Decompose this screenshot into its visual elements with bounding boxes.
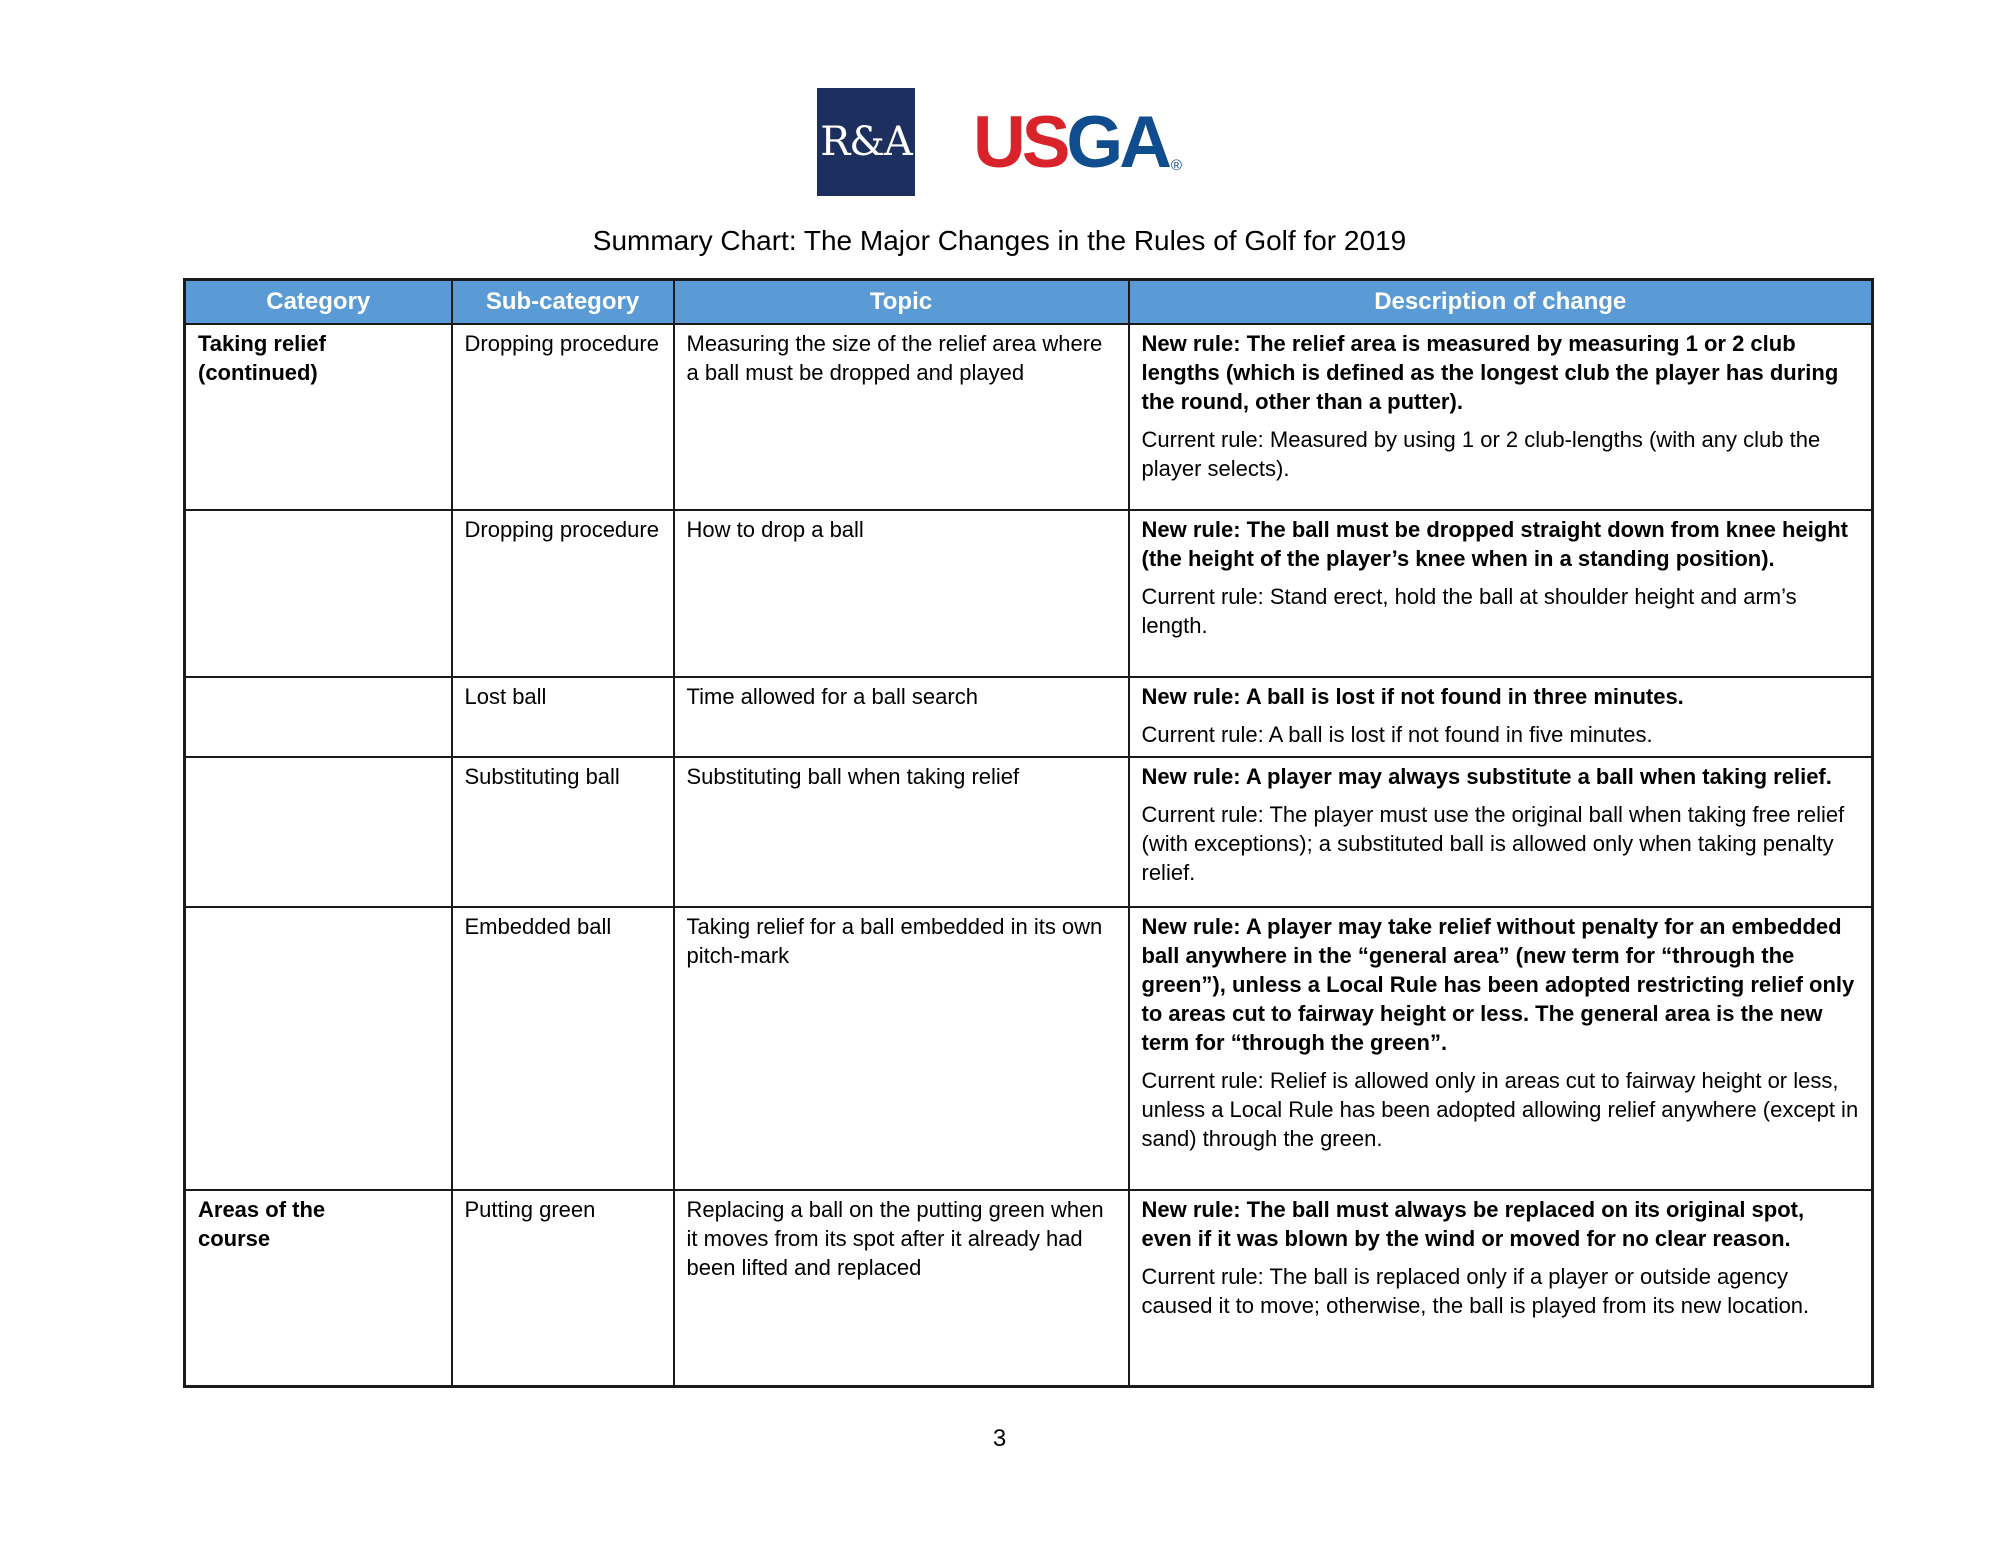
subcategory-cell: Substituting ball: [452, 757, 674, 907]
ra-logo-text: R&A: [820, 119, 912, 165]
usga-logo: [973, 101, 1182, 183]
table-row: [185, 907, 1873, 1190]
current-rule-text: Current rule: A ball is lost if not found in five minutes.: [1141, 721, 1653, 747]
description-cell: [1129, 677, 1873, 757]
new-rule-text: New rule: The relief area is measured by measuring 1 or 2 club lengths (which is defined as the longest club the player has during the round, other than a putter).: [1141, 330, 1839, 414]
table-row: [185, 510, 1873, 677]
table-row: [185, 677, 1873, 757]
subcategory-cell: Embedded ball: [452, 907, 674, 1190]
subcategory-cell: Lost ball: [452, 677, 674, 757]
column-header-category: Category: [185, 280, 452, 324]
table-header-row: [185, 280, 1873, 324]
category-text: Areas of the course: [198, 1196, 326, 1251]
subcategory-cell: Dropping procedure: [452, 510, 674, 677]
new-rule-text: New rule: A player may take relief without penalty for an embedded ball anywhere in the “general area” (new term for “through the green”), unless a Local Rule has been adopted restricting relief only to areas cut to fairway height or less. The general area is the new term for “through the green”.: [1141, 913, 1855, 1055]
category-cell: [185, 510, 452, 677]
new-rule-text: New rule: The ball must always be replaced on its original spot, even if it was blown by the wind or moved for no clear reason.: [1141, 1196, 1805, 1251]
table-row: [185, 757, 1873, 907]
description-cell: [1129, 510, 1873, 677]
column-header-subcategory: Sub-category: [452, 280, 674, 324]
topic-cell: Replacing a ball on the putting green when it moves from its spot after it already had been lifted and replaced: [674, 1190, 1129, 1387]
page-title: Summary Chart: The Major Changes in the Rules of Golf for 2019: [592, 225, 1407, 256]
column-header-topic: Topic: [674, 280, 1129, 324]
registered-trademark-icon: ®: [1170, 156, 1182, 174]
description-cell: [1129, 907, 1873, 1190]
usga-logo-ga: GA: [1066, 101, 1168, 183]
table-row: [185, 1190, 1873, 1387]
current-rule-text: Current rule: Relief is allowed only in areas cut to fairway height or less, unless a Local Rule has been adopted allowing relief anywhere (except in sand) through the green.: [1141, 1067, 1859, 1151]
description-cell: [1129, 757, 1873, 907]
table-row: [185, 324, 1873, 510]
category-cell: [185, 324, 452, 510]
category-cell: [185, 757, 452, 907]
usga-logo-us: US: [973, 101, 1067, 183]
topic-cell: Substituting ball when taking relief: [674, 757, 1129, 907]
column-header-description: Description of change: [1129, 280, 1873, 324]
current-rule-text: Current rule: Measured by using 1 or 2 club-lengths (with any club the player selects).: [1141, 426, 1821, 481]
topic-cell: Time allowed for a ball search: [674, 677, 1129, 757]
new-rule-text: New rule: The ball must be dropped straight down from knee height (the height of the player’s knee when in a standing position).: [1141, 516, 1849, 571]
logo-row: [0, 88, 1999, 196]
new-rule-text: New rule: A player may always substitute a ball when taking relief.: [1141, 763, 1832, 789]
current-rule-text: Current rule: Stand erect, hold the ball at shoulder height and arm’s length.: [1141, 583, 1797, 638]
topic-cell: Measuring the size of the relief area where a ball must be dropped and played: [674, 324, 1129, 510]
topic-cell: Taking relief for a ball embedded in its own pitch-mark: [674, 907, 1129, 1190]
topic-cell: How to drop a ball: [674, 510, 1129, 677]
description-cell: [1129, 324, 1873, 510]
current-rule-text: Current rule: The ball is replaced only if a player or outside agency caused it to move; otherwise, the ball is played from its new location.: [1141, 1263, 1810, 1318]
rules-change-table: [183, 278, 1874, 1388]
description-cell: [1129, 1190, 1873, 1387]
ra-logo: [817, 88, 915, 196]
new-rule-text: New rule: A ball is lost if not found in three minutes.: [1141, 683, 1684, 709]
page-number: 3: [992, 1425, 1007, 1452]
category-cell: [185, 1190, 452, 1387]
subcategory-cell: Dropping procedure: [452, 324, 674, 510]
category-cell: [185, 677, 452, 757]
category-cell: [185, 907, 452, 1190]
subcategory-cell: Putting green: [452, 1190, 674, 1387]
current-rule-text: Current rule: The player must use the original ball when taking free relief (with exceptions); a substituted ball is allowed only when taking penalty relief.: [1141, 801, 1845, 885]
category-text: Taking relief (continued): [198, 330, 326, 385]
